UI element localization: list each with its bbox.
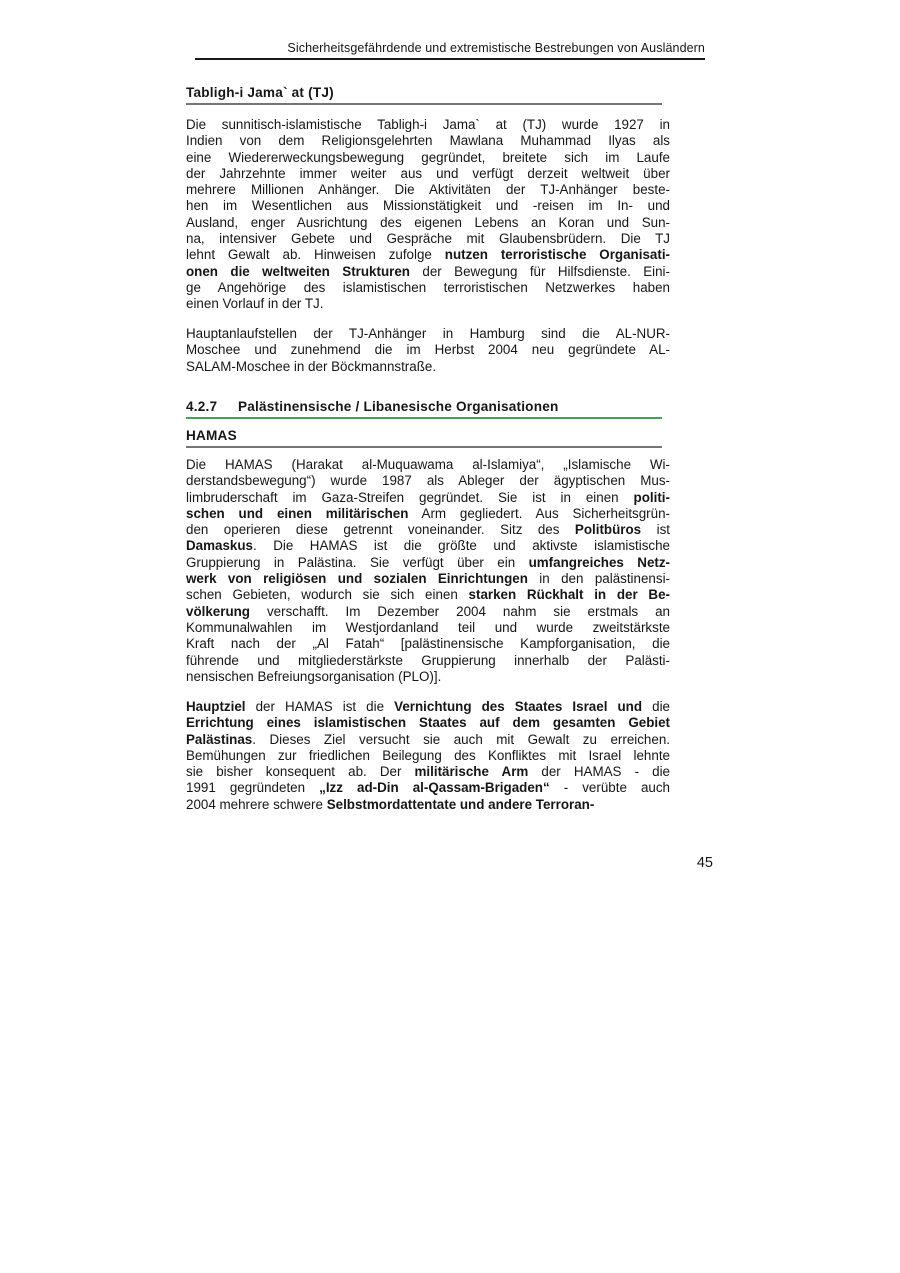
header-rule — [195, 58, 705, 60]
text-line — [186, 264, 670, 280]
bold-text-run: Selbstmordattentate und andere Terroran- — [326, 796, 595, 812]
text-run: Bemühungen zur friedlichen Beilegung des Konfliktes mit Israel lehnte — [186, 747, 670, 763]
text-line — [186, 538, 670, 554]
text-line — [186, 669, 670, 685]
text-line — [186, 699, 670, 715]
text-line — [186, 587, 670, 603]
text-line — [186, 326, 670, 342]
text-line — [186, 732, 670, 748]
bold-text-run: Vernichtung des Staates Israel und — [394, 699, 643, 714]
text-run: der Bewegung für Hilfsdienste. Eini- — [409, 263, 670, 279]
paragraph-hamas-2 — [186, 699, 670, 813]
bold-text-run: umfangreiches Netz- — [528, 554, 670, 570]
text-run: sie bisher konsequent ab. Der — [186, 764, 415, 780]
text-line — [186, 653, 670, 669]
section-number: 4.2.7 — [186, 399, 218, 414]
text-line — [186, 247, 670, 263]
text-run: - verübte auch — [549, 780, 670, 796]
section-heading-hamas: HAMAS — [186, 428, 662, 448]
text-run: Die sunnitisch-islamistische Tabligh-i Jama` at (TJ) wurde 1927 in — [186, 117, 670, 132]
text-line — [186, 780, 670, 796]
text-run: ist — [641, 522, 670, 538]
bold-text-run: nutzen terroristische Organisati- — [444, 247, 670, 263]
section-heading-tabligh: Tabligh-i Jama` at (TJ) — [186, 85, 662, 105]
bold-text-run: werk von religiösen und sozialen Einrichtungen — [186, 571, 528, 587]
text-line — [186, 342, 670, 358]
text-line — [186, 231, 670, 247]
bold-text-run: politi- — [633, 489, 670, 505]
text-run: führende und mitgliederstärkste Gruppierung innerhalb der Palästi- — [186, 652, 670, 668]
text-line — [186, 571, 670, 587]
text-line — [186, 506, 670, 522]
text-run: derstandsbewegung“) wurde 1987 als Ableger der ägyptischen Mus- — [186, 473, 670, 489]
text-run: Arm gegliedert. Aus Sicherheitsgrün- — [408, 505, 670, 521]
text-run: schen Gebieten, wodurch sie sich einen — [186, 587, 469, 603]
text-line — [186, 359, 670, 375]
bold-text-run: schen und einen militärischen — [186, 505, 409, 521]
text-run: den operieren diese getrennt voneinander. Sitz des — [186, 522, 575, 538]
text-run: der Jahrzehnte immer weiter aus und verfügt derzeit weltweit über — [186, 165, 670, 181]
bold-text-run: militärische Arm — [414, 764, 529, 780]
text-line — [186, 150, 670, 166]
text-line — [186, 490, 670, 506]
text-run: Die HAMAS (Harakat al-Muquawama al-Islamiya“, „Islamische Wi- — [186, 457, 670, 472]
bold-text-run: Hauptziel — [186, 699, 246, 714]
paragraph-hamas-1 — [186, 457, 670, 685]
text-line — [186, 555, 670, 571]
text-line — [186, 280, 670, 296]
text-run: Hauptanlaufstellen der TJ-Anhänger in Hamburg sind die AL-NUR- — [186, 326, 670, 341]
text-line — [186, 215, 670, 231]
bold-text-run: Errichtung eines islamistischen Staates auf dem gesamten Gebiet — [186, 715, 670, 731]
text-run: die — [642, 699, 670, 714]
text-run: mehrere Millionen Anhänger. Die Aktivitäten der TJ-Anhänger beste- — [186, 182, 670, 198]
text-run: Moschee und zunehmend die im Herbst 2004 neu gegründete AL- — [186, 342, 670, 358]
paragraph-tabligh-1 — [186, 117, 670, 313]
bold-text-run: starken Rückhalt in der Be- — [468, 587, 671, 603]
text-line — [186, 133, 670, 149]
section-heading-4-2-7 — [186, 399, 662, 419]
text-run: SALAM-Moschee in der Böckmannstraße. — [186, 358, 437, 374]
text-run: . Die HAMAS ist die größte und aktivste islamistische — [253, 538, 670, 554]
text-line — [186, 296, 670, 312]
bold-text-run: Politbüros — [574, 522, 642, 538]
page-number: 45 — [696, 855, 713, 871]
text-line — [186, 620, 670, 636]
text-run: Gruppierung in Palästina. Sie verfügt über ein — [186, 554, 529, 570]
text-run: in den palästinensi- — [527, 571, 671, 587]
text-run: der HAMAS ist die — [245, 699, 395, 714]
text-line — [186, 473, 670, 489]
bold-text-run: Damaskus — [186, 538, 253, 554]
text-run: 2004 mehrere schwere — [186, 796, 327, 812]
text-run: limbruderschaft im Gaza-Streifen gegründet. Sie ist in einen — [186, 489, 634, 505]
text-line — [186, 797, 670, 813]
bold-text-run: Palästinas — [186, 731, 253, 747]
text-run: ge Angehörige des islamistischen terroristischen Netzwerkes haben — [186, 279, 670, 295]
text-run: Kommunalwahlen im Westjordanland teil und wurde zweitstärkste — [186, 619, 670, 635]
text-line — [186, 748, 670, 764]
text-run: nensischen Befreiungsorganisation (PLO)]. — [186, 668, 442, 684]
running-header: Sicherheitsgefährdende und extremistische Bestrebungen von Ausländern — [287, 41, 705, 55]
text-run: einen Vorlauf in der TJ. — [186, 296, 324, 312]
bold-text-run: „Izz ad-Din al-Qassam-Brigaden“ — [319, 780, 550, 796]
text-run: verschafft. Im Dezember 2004 nahm sie erstmals an — [250, 603, 670, 619]
text-line — [186, 457, 670, 473]
text-run: . Dieses Ziel versucht sie auch mit Gewalt zu erreichen. — [252, 731, 670, 747]
text-line — [186, 182, 670, 198]
text-line — [186, 715, 670, 731]
text-run: der HAMAS - die — [528, 764, 670, 780]
text-run: Kraft nach der „Al Fatah“ [palästinensische Kampforganisation, die — [186, 636, 670, 652]
text-line — [186, 166, 670, 182]
text-run: na, intensiver Gebete und Gespräche mit Glaubensbrüdern. Die TJ — [186, 231, 670, 247]
text-run: eine Wiedererweckungsbewegung gegründet, breitete sich im Laufe — [186, 149, 670, 165]
text-run: 1991 gegründeten — [186, 780, 320, 796]
text-line — [186, 604, 670, 620]
text-run: Ausland, enger Ausrichtung des eigenen Lebens an Koran und Sun- — [186, 214, 670, 230]
text-line — [186, 117, 670, 133]
text-line — [186, 198, 670, 214]
bold-text-run: onen die weltweiten Strukturen — [186, 263, 410, 279]
text-run: Indien von dem Religionsgelehrten Mawlana Muhammad Ilyas als — [186, 133, 670, 149]
text-line — [186, 764, 670, 780]
paragraph-tabligh-2 — [186, 326, 670, 375]
text-line — [186, 522, 670, 538]
text-run: hen im Wesentlichen aus Missionstätigkeit und -reisen im In- und — [186, 198, 670, 214]
section-title: Palästinensische / Libanesische Organisationen — [238, 399, 559, 414]
bold-text-run: völkerung — [186, 603, 250, 619]
text-run: lehnt Gewalt ab. Hinweisen zufolge — [186, 247, 445, 263]
text-line — [186, 636, 670, 652]
